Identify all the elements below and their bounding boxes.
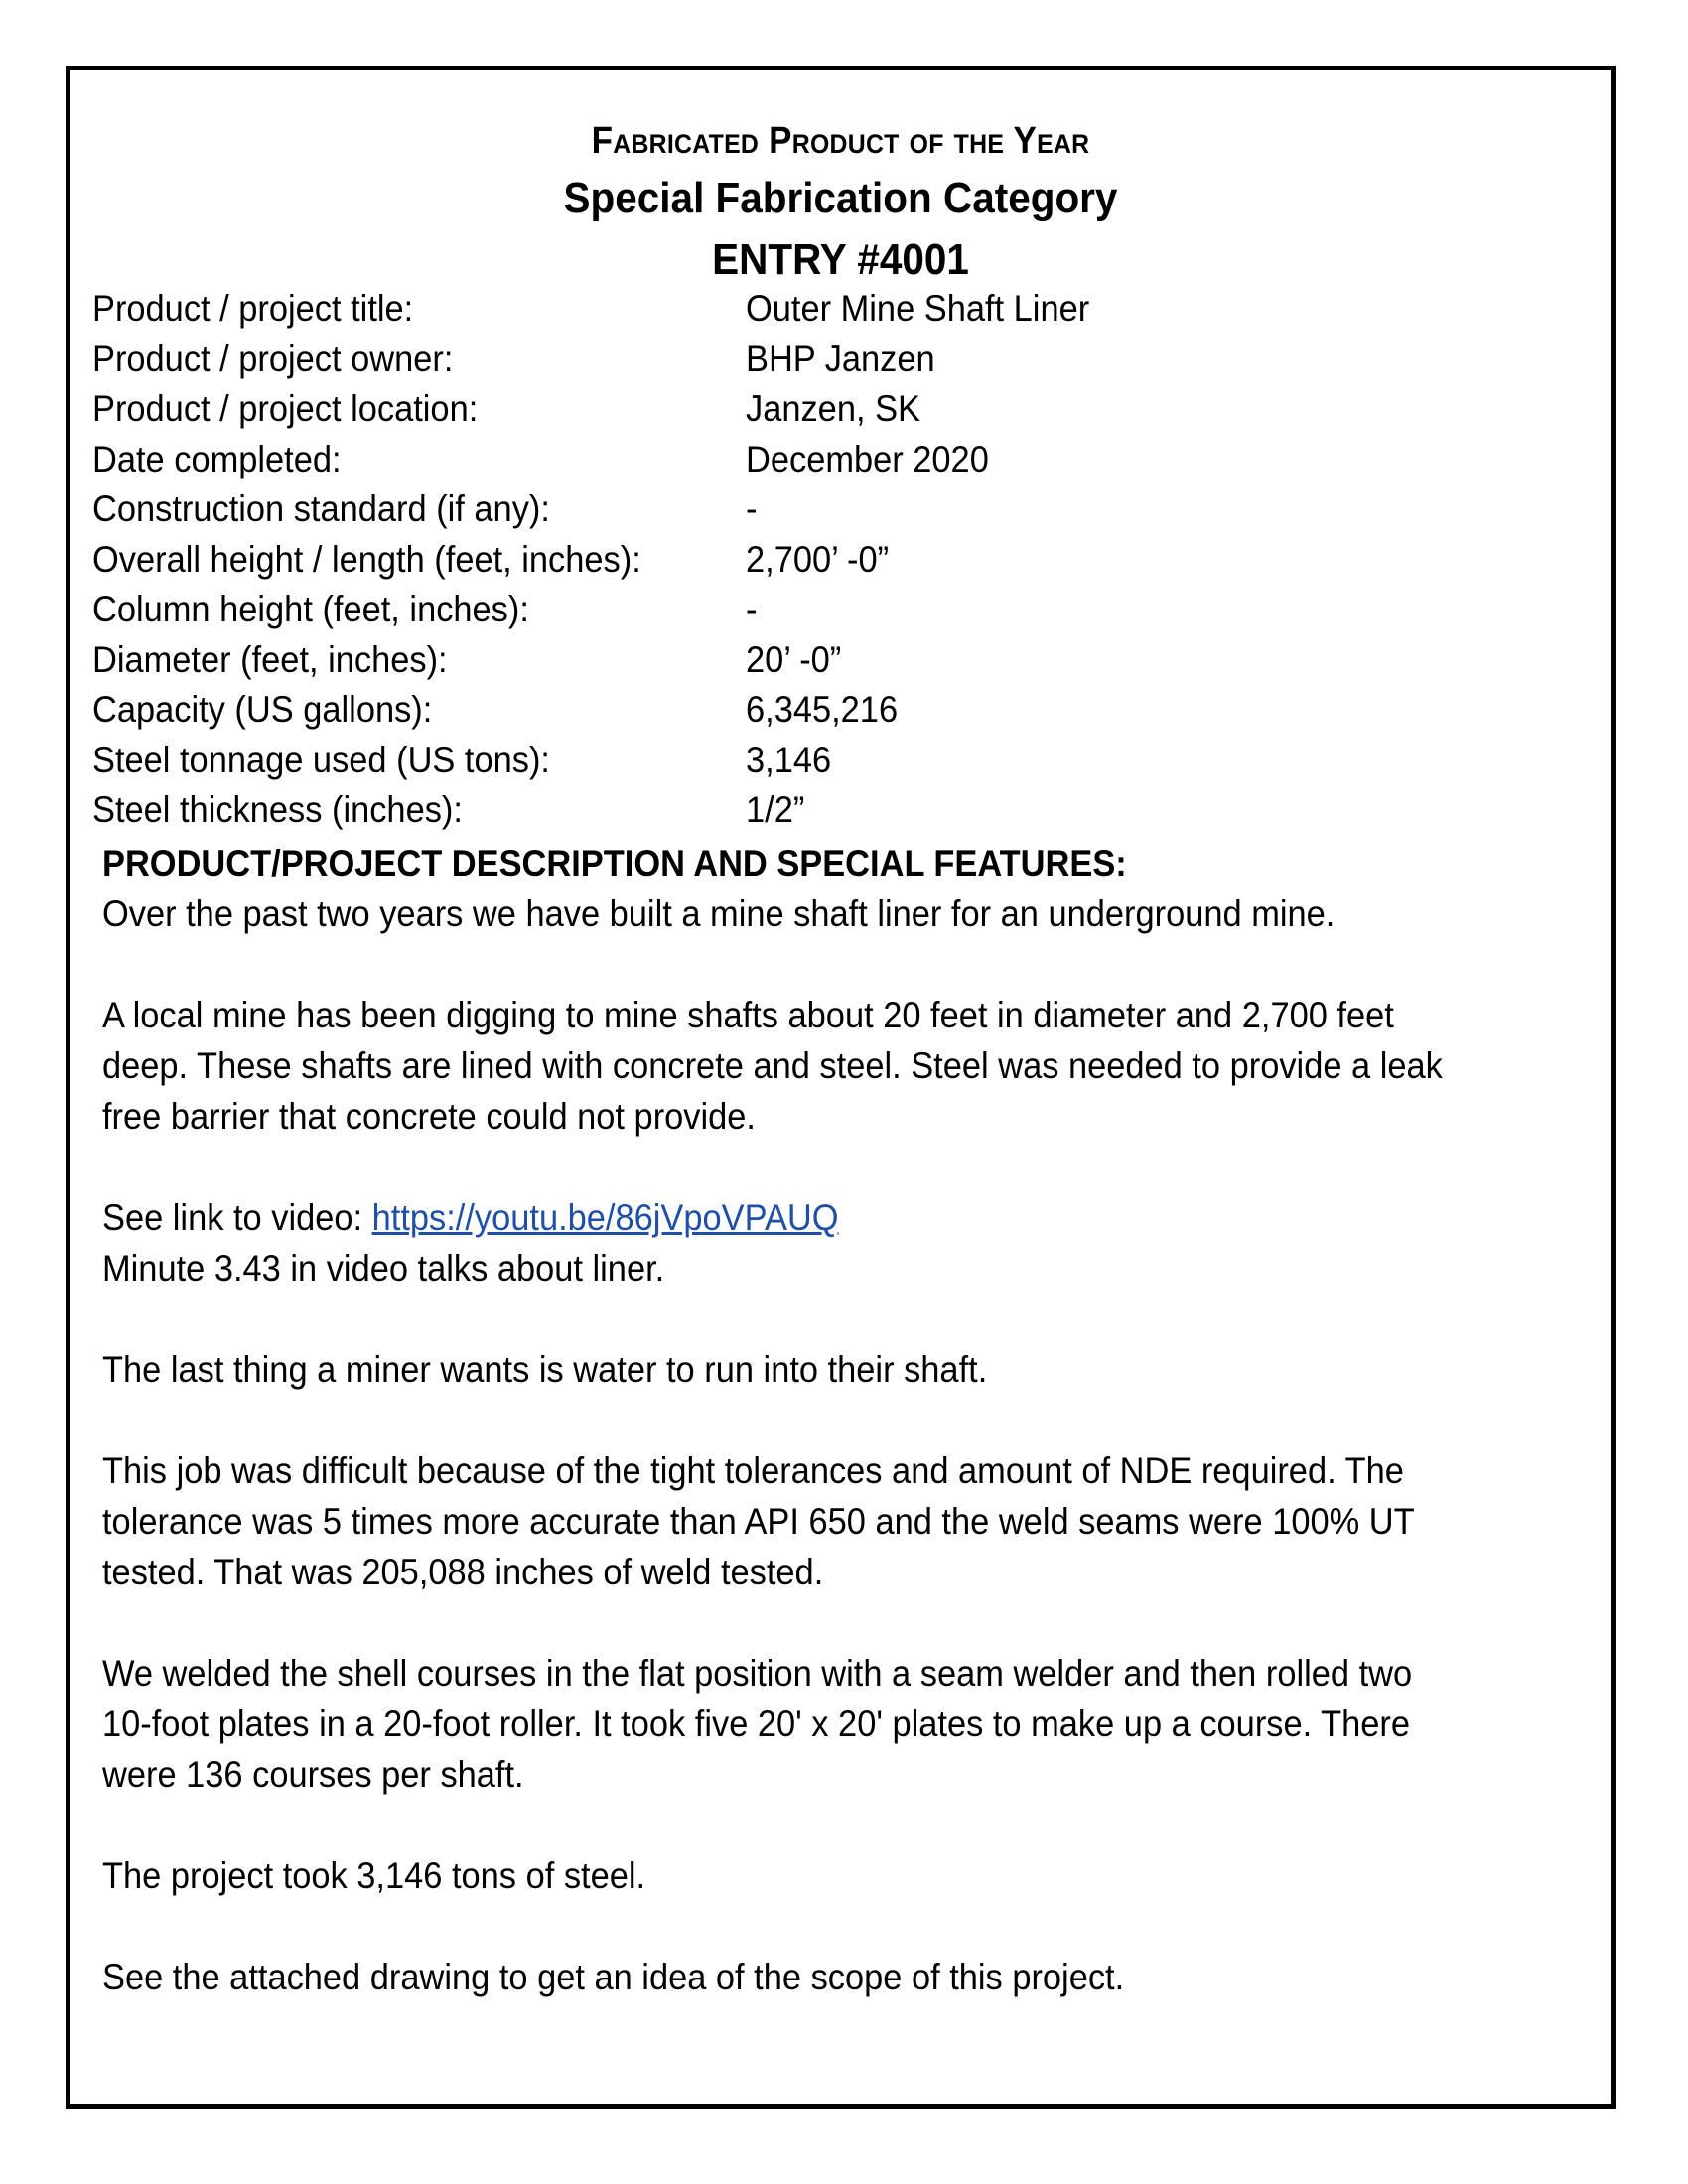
description-paragraph xyxy=(102,1850,1587,1901)
field-row-owner xyxy=(92,335,1582,385)
field-value: Outer Mine Shaft Liner xyxy=(746,288,1090,329)
document-header xyxy=(70,114,1611,291)
field-label: Capacity (US gallons): xyxy=(92,689,433,730)
paragraph-line: tolerance was 5 times more accurate than API 650 and the weld seams were 100% UT xyxy=(102,1501,1415,1542)
field-label: Steel tonnage used (US tons): xyxy=(92,739,551,780)
paragraph-line: See the attached drawing to get an idea of the scope of this project. xyxy=(102,1957,1125,1997)
description-paragraph xyxy=(102,1445,1587,1597)
paragraph-line: This job was difficult because of the tight tolerances and amount of NDE required. The xyxy=(102,1450,1404,1491)
description-paragraph xyxy=(102,1344,1587,1395)
field-value: 1/2” xyxy=(746,789,805,830)
paragraph-line: The project took 3,146 tons of steel. xyxy=(102,1855,646,1896)
field-value: - xyxy=(746,589,758,629)
field-row-capacity xyxy=(92,685,1582,736)
field-row-construction-standard xyxy=(92,484,1582,535)
field-value: 3,146 xyxy=(746,739,832,780)
paragraph-line: The last thing a miner wants is water to run into their shaft. xyxy=(102,1349,988,1390)
field-value: 2,700’ -0” xyxy=(746,538,890,580)
field-value: - xyxy=(746,488,758,529)
field-label: Steel thickness (inches): xyxy=(92,789,463,830)
document-frame xyxy=(66,66,1616,2109)
field-row-steel-tonnage xyxy=(92,736,1582,786)
description-paragraph xyxy=(102,888,1587,939)
paragraph-line: deep. These shafts are lined with concrete and steel. Steel was needed to provide a leak xyxy=(102,1045,1443,1086)
award-title: Fabricated Product of the Year xyxy=(591,120,1090,162)
video-note: Minute 3.43 in video talks about liner. xyxy=(102,1248,665,1289)
paragraph-line: We welded the shell courses in the flat position with a seam welder and then rolled two xyxy=(102,1653,1413,1694)
description-paragraph xyxy=(102,1648,1587,1800)
field-label: Column height (feet, inches): xyxy=(92,589,529,629)
project-fields xyxy=(92,284,1582,836)
description-paragraph xyxy=(102,990,1587,1142)
project-description xyxy=(102,838,1587,2053)
video-line xyxy=(102,1192,1482,1243)
entry-number: ENTRY #4001 xyxy=(712,235,969,284)
field-label: Overall height / length (feet, inches): xyxy=(92,538,641,580)
paragraph-line: tested. That was 205,088 inches of weld tested. xyxy=(102,1552,824,1592)
field-row-title xyxy=(92,284,1582,335)
field-label: Construction standard (if any): xyxy=(92,488,550,529)
description-heading: PRODUCT/PROJECT DESCRIPTION AND SPECIAL FEATURES: xyxy=(102,843,1127,884)
video-prefix: See link to video: xyxy=(102,1197,372,1238)
field-value: Janzen, SK xyxy=(746,388,920,429)
field-value: 20’ -0” xyxy=(746,638,842,680)
description-paragraph xyxy=(102,1952,1587,2002)
paragraph-line: 10-foot plates in a 20-foot roller. It took five 20' x 20' plates to make up a course. There xyxy=(102,1704,1411,1744)
paragraph-line: Over the past two years we have built a mine shaft liner for an underground mine. xyxy=(102,893,1336,934)
field-value: BHP Janzen xyxy=(746,338,935,379)
field-label: Date completed: xyxy=(92,438,342,479)
field-label: Diameter (feet, inches): xyxy=(92,638,448,680)
paragraph-line: free barrier that concrete could not provide. xyxy=(102,1096,756,1137)
field-row-date-completed xyxy=(92,435,1582,485)
video-link[interactable]: https://youtu.be/86jVpoVPAUQ xyxy=(371,1197,839,1238)
field-label: Product / project owner: xyxy=(92,338,454,379)
field-row-overall-height xyxy=(92,535,1582,586)
field-row-diameter xyxy=(92,635,1582,686)
paragraph-line: were 136 courses per shaft. xyxy=(102,1754,524,1795)
field-value: 6,345,216 xyxy=(746,689,899,730)
category-title: Special Fabrication Category xyxy=(563,174,1118,222)
video-paragraph xyxy=(102,1192,1587,1294)
field-row-column-height xyxy=(92,585,1582,635)
field-row-location xyxy=(92,384,1582,435)
paragraph-line: A local mine has been digging to mine shafts about 20 feet in diameter and 2,700 feet xyxy=(102,995,1394,1035)
field-value: December 2020 xyxy=(746,438,989,479)
field-row-steel-thickness xyxy=(92,785,1582,836)
field-label: Product / project location: xyxy=(92,388,479,429)
field-label: Product / project title: xyxy=(92,288,414,329)
